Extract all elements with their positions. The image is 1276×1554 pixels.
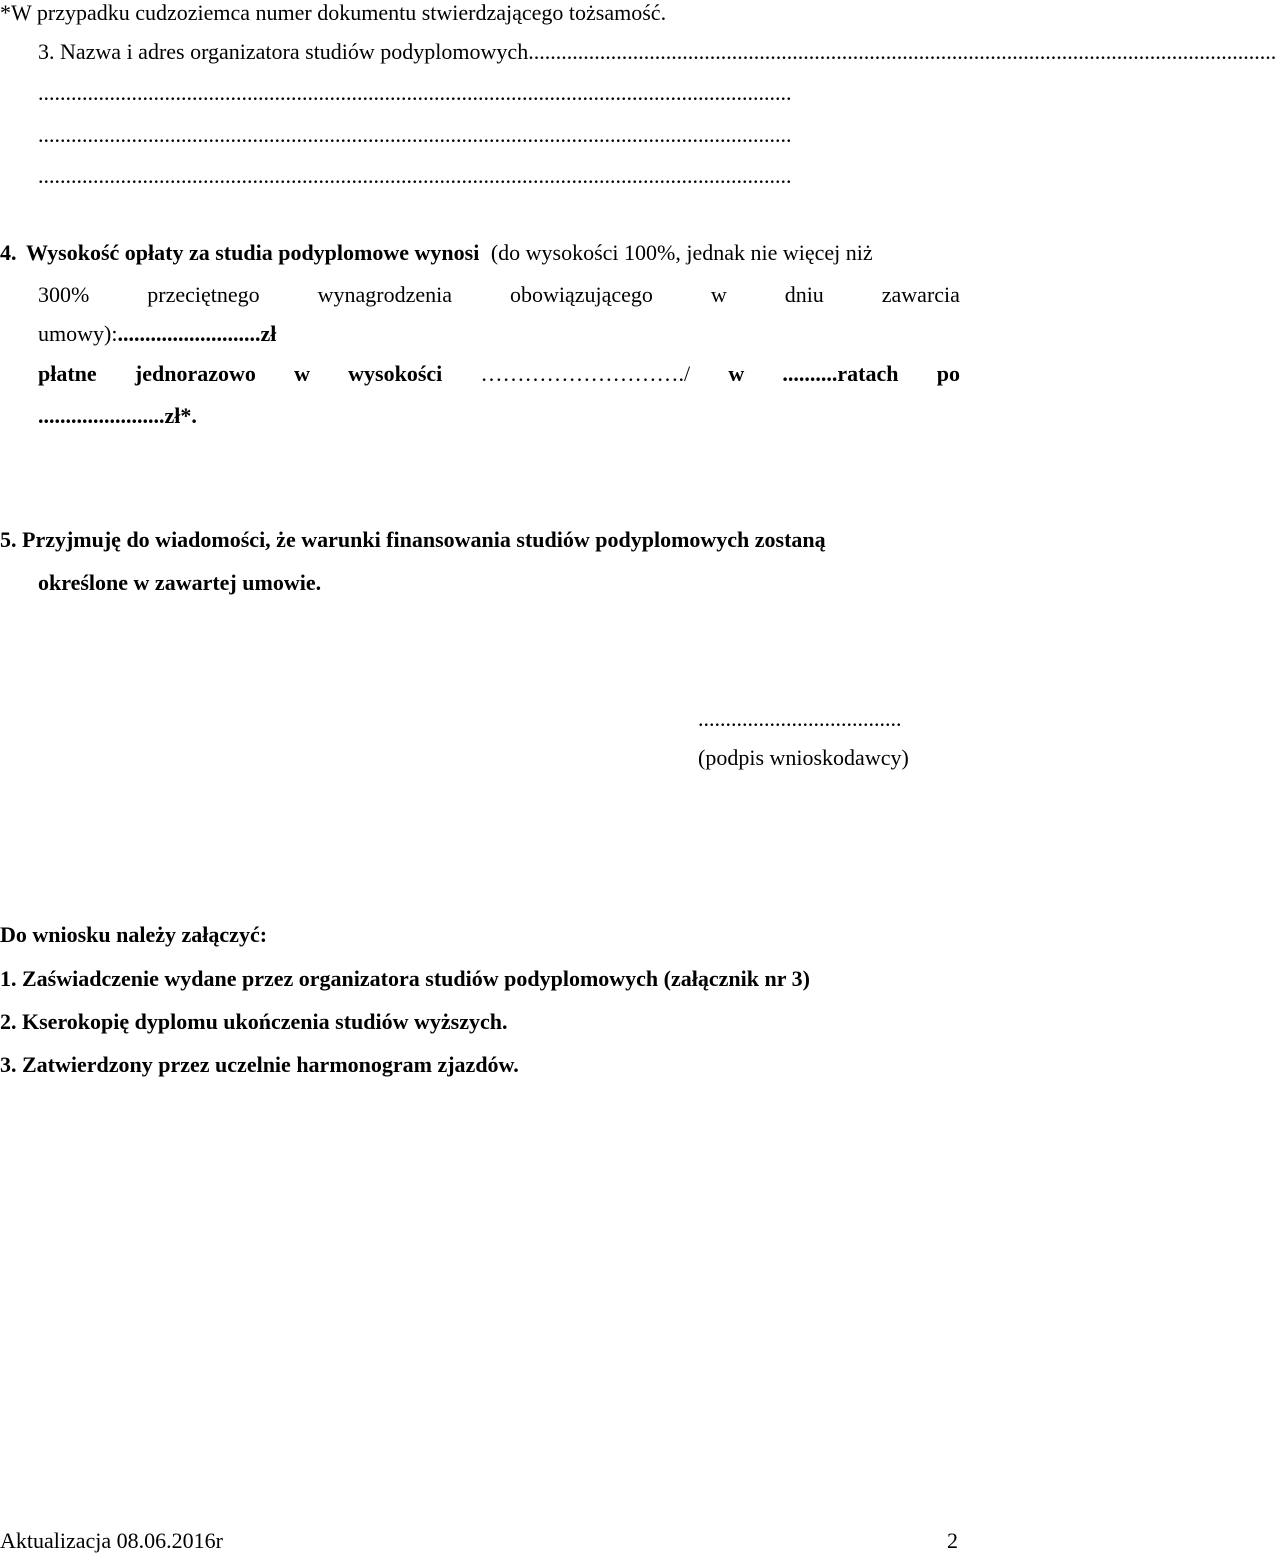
- attachment-item-1: 1. Zaświadczenie wydane przez organizatora studiów podyplomowych (załącznik nr 3): [0, 966, 810, 991]
- word: wynagrodzenia: [317, 282, 452, 307]
- attachment-item-3: 3. Zatwierdzony przez uczelnie harmonogram zjazdów.: [0, 1052, 519, 1077]
- word: ………………………./: [480, 361, 691, 386]
- word: po: [936, 361, 960, 386]
- word: wysokości: [348, 361, 443, 386]
- section5-line1: 5. Przyjmuję do wiadomości, że warunki finansowania studiów podyplomowych zostaną: [0, 527, 826, 552]
- section4-line4: [38, 361, 960, 387]
- word: przeciętnego: [147, 282, 260, 307]
- section4-line3: [38, 321, 276, 347]
- umowy-label: umowy):: [38, 321, 118, 346]
- signature-dots: .....................................: [698, 706, 902, 731]
- word: w: [710, 282, 727, 307]
- word: dniu: [784, 282, 824, 307]
- word: 300%: [38, 282, 90, 307]
- word: w: [294, 361, 310, 386]
- section4-bold: Wysokość opłaty za studia podyplomowe wynosi: [26, 240, 480, 265]
- section4-normal: (do wysokości 100%, jednak nie więcej niż: [490, 240, 873, 265]
- section4-line1: [0, 240, 960, 266]
- section4-line5: .......................zł*.: [38, 403, 197, 428]
- section3-title: [38, 39, 1276, 65]
- word: płatne: [38, 361, 97, 386]
- word: ..........ratach: [782, 361, 899, 386]
- section4-number: 4.: [0, 240, 17, 265]
- attachment-item-2: 2. Kserokopię dyplomu ukończenia studiów wyższych.: [0, 1009, 508, 1034]
- footer-update-date: Aktualizacja 08.06.2016r: [0, 1528, 223, 1553]
- section3-blank-line-3: .........................................................................................................................................: [38, 163, 792, 188]
- word: w: [728, 361, 745, 386]
- word: zawarcia: [881, 282, 960, 307]
- section3-blank-line-1: .........................................................................................................................................: [38, 80, 792, 105]
- signature-label: (podpis wnioskodawcy): [698, 745, 909, 770]
- word: obowiązującego: [509, 282, 653, 307]
- amount-field: ..........................zł: [117, 321, 277, 346]
- word: jednorazowo: [134, 361, 256, 386]
- section4-line2: [38, 282, 960, 308]
- footnote-text: *W przypadku cudzoziemca numer dokumentu stwierdzającego tożsamość.: [0, 0, 667, 25]
- footer-page-number: 2: [947, 1528, 958, 1553]
- section3-dots: ........................................................................................................................................: [528, 39, 1276, 64]
- section5-line2: określone w zawartej umowie.: [38, 570, 322, 595]
- section3-title-text: 3. Nazwa i adres organizatora studiów podyplomowych: [38, 39, 529, 64]
- attachments-heading: Do wniosku należy załączyć:: [0, 922, 268, 947]
- section3-blank-line-2: .........................................................................................................................................: [38, 122, 792, 147]
